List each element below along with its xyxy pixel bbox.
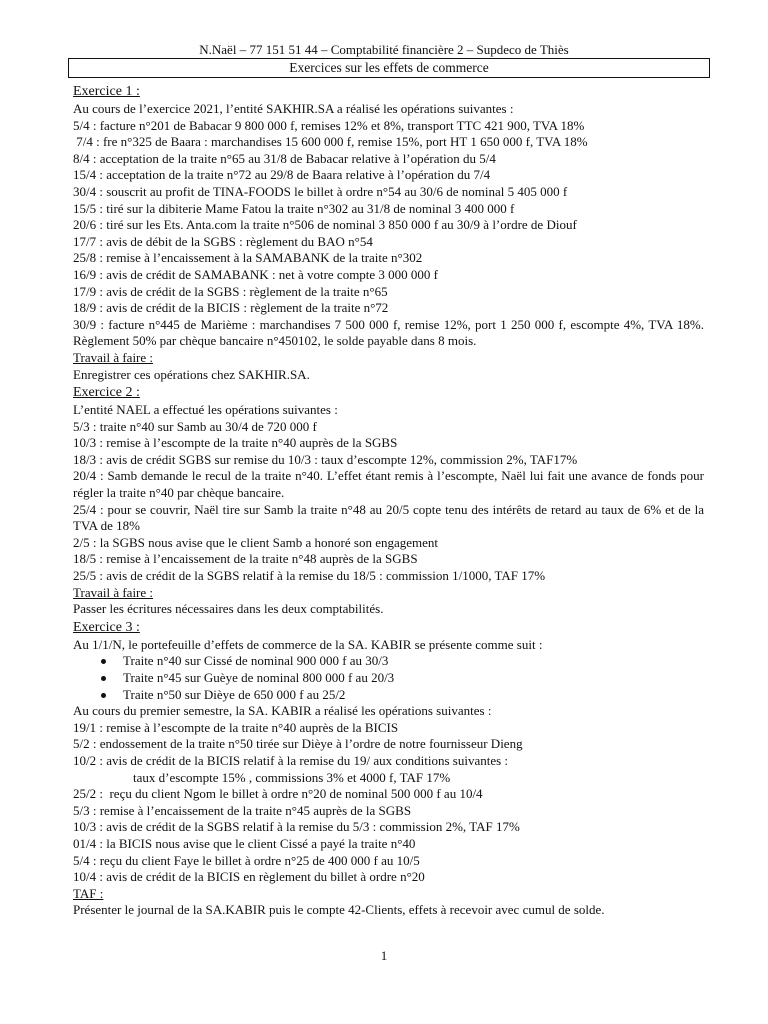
exercise-3-title: Exercice 3 : <box>73 619 140 635</box>
exercise-1-intro: Au cours de l’exercice 2021, l’entité SAKHIR.SA a réalisé les opérations suivantes : <box>73 101 514 116</box>
operation-line: 25/4 : pour se couvrir, Naël tire sur Samb la traite n°48 au 20/5 copte tenu des intérêts de retard au taux de 6% et de la TVA de 18% <box>73 501 704 534</box>
exercise-2-title: Exercice 2 : <box>73 385 140 401</box>
operation-line: 15/4 : acceptation de la traite n°72 au 29/8 de Baara relative à l’opération du 7/4 <box>73 167 491 183</box>
operation-line: 20/4 : Samb demande le recul de la traite n°40. L’effet étant remis à l’escompte, Naël lui fait une avance de fonds pour régler la traite n°40 par chèque bancaire. <box>73 468 704 501</box>
list-item <box>73 687 704 704</box>
exercise-1 <box>73 83 704 383</box>
operation-line: 2/5 : la SGBS nous avise que le client Samb a honoré son engagement <box>73 534 439 550</box>
operation-conditions: taux d’escompte 15% , commissions 3% et 4000 f, TAF 17% <box>133 769 451 785</box>
operation-line: 5/3 : traite n°40 sur Samb au 30/4 de 720 000 f <box>73 418 317 434</box>
operation-line: 5/3 : remise à l’encaissement de la traite n°45 auprès de la SGBS <box>73 802 412 818</box>
document-body <box>73 82 704 919</box>
operation-line: 10/3 : avis de crédit de la SGBS relatif à la remise du 5/3 : commission 2%, TAF 17% <box>73 819 520 835</box>
list-item-text: Traite n°50 sur Dièye de 650 000 f au 25/2 <box>123 686 346 702</box>
bullet-icon <box>101 659 106 664</box>
operation-line: 20/6 : tiré sur les Ets. Anta.com la traite n°506 de nominal 3 850 000 f au 30/9 à l’ordre de Diouf <box>73 217 577 233</box>
document-title: Exercices sur les effets de commerce <box>68 58 710 78</box>
operation-line: 5/2 : endossement de la traite n°50 tirée sur Dièye à l’ordre de notre fournisseur Dieng <box>73 736 523 752</box>
portfolio-list <box>73 653 704 703</box>
task-text: Présenter le journal de la SA.KABIR puis le compte 42-Clients, effets à recevoir avec cumul de solde. <box>73 902 605 918</box>
operation-line: 10/3 : remise à l’escompte de la traite n°40 auprès de la SGBS <box>73 435 398 451</box>
operation-line: 25/5 : avis de crédit de la SGBS relatif à la remise du 18/5 : commission 1/1000, TAF 17% <box>73 568 546 584</box>
task-label-line <box>73 886 704 903</box>
operation-line: 5/4 : facture n°201 de Babacar 9 800 000 f, remises 12% et 8%, transport TTC 421 900, TVA 18% <box>73 117 585 133</box>
operation-line: 18/9 : avis de crédit de la BICIS : règlement de la traite n°72 <box>73 300 389 316</box>
operation-line: 01/4 : la BICIS nous avise que le client Cissé a payé la traite n°40 <box>73 835 416 851</box>
list-item-text: Traite n°40 sur Cissé de nominal 900 000 f au 30/3 <box>123 653 389 669</box>
page-header: N.Naël – 77 151 51 44 – Comptabilité financière 2 – Supdeco de Thiès <box>199 42 569 57</box>
task-text: Enregistrer ces opérations chez SAKHIR.SA. <box>73 366 310 382</box>
task-label: TAF : <box>73 885 104 901</box>
page-number: 1 <box>380 948 388 963</box>
operation-line: 10/2 : avis de crédit de la BICIS relatif à la remise du 19/ aux conditions suivantes : <box>73 752 509 768</box>
exercise-3-intro: Au 1/1/N, le portefeuille d’effets de commerce de la SA. KABIR se présente comme suit : <box>73 636 543 652</box>
operation-line: 17/7 : avis de débit de la SGBS : règlement du BAO n°54 <box>73 233 373 249</box>
operation-line: 30/9 : facture n°445 de Marième : marchandises 7 500 000 f, remise 12%, port 1 250 000 f, escompte 4%, TVA 18%. Règlement 50% par chèque bancaire n°450102, le solde payable dans 8 mois. <box>73 316 704 349</box>
exercise-3-intro-2: Au cours du premier semestre, la SA. KABIR a réalisé les opérations suivantes : <box>73 703 492 719</box>
operation-line: 8/4 : acceptation de la traite n°65 au 31/8 de Babacar relative à l’opération du 5/4 <box>73 150 496 166</box>
task-text: Passer les écritures nécessaires dans les deux comptabilités. <box>73 601 384 617</box>
operation-line: 15/5 : tiré sur la dibiterie Mame Fatou la traite n°302 au 31/8 de nominal 3 400 000 f <box>73 200 515 216</box>
operation-line: 19/1 : remise à l’escompte de la traite n°40 auprès de la BICIS <box>73 719 399 735</box>
exercise-2-intro: L’entité NAEL a effectué les opérations suivantes : <box>73 402 338 418</box>
operation-line: 25/2 : reçu du client Ngom le billet à ordre n°20 de nominal 500 000 f au 10/4 <box>73 786 483 802</box>
task-label-line <box>73 585 704 602</box>
operation-line: 18/3 : avis de crédit SGBS sur remise du 10/3 : taux d’escompte 12%, commission 2%, TAF17% <box>73 451 578 467</box>
operation-line: 7/4 : fre n°325 de Baara : marchandises 15 600 000 f, remise 15%, port HT 1 650 000 f, TVA 18% <box>73 134 588 150</box>
operation-line: 17/9 : avis de crédit de la SGBS : règlement de la traite n°65 <box>73 283 388 299</box>
task-label-line <box>73 350 704 367</box>
operation-line: 16/9 : avis de crédit de SAMABANK : net à votre compte 3 000 000 f <box>73 266 439 282</box>
list-item <box>73 653 704 670</box>
operation-line: 10/4 : avis de crédit de la BICIS en règlement du billet à ordre n°20 <box>73 869 425 885</box>
task-label: Travail à faire : <box>73 349 154 365</box>
task-label: Travail à faire : <box>73 584 154 600</box>
operation-line: 30/4 : souscrit au profit de TINA-FOODS le billet à ordre n°54 au 30/6 de nominal 5 405 000 f <box>73 183 568 199</box>
list-item-text: Traite n°45 sur Guèye de nominal 800 000 f au 20/3 <box>123 670 395 685</box>
operation-line: 25/8 : remise à l’encaissement à la SAMABANK de la traite n°302 <box>73 250 423 266</box>
exercise-3 <box>73 619 704 919</box>
bullet-icon <box>101 676 106 681</box>
list-item <box>73 670 704 687</box>
exercise-2 <box>73 384 704 618</box>
exercise-1-title: Exercice 1 : <box>73 84 140 99</box>
bullet-icon <box>101 693 106 698</box>
operation-line: 18/5 : remise à l’encaissement de la traite n°48 auprès de la SGBS <box>73 551 418 567</box>
operation-line: 5/4 : reçu du client Faye le billet à ordre n°25 de 400 000 f au 10/5 <box>73 852 420 868</box>
